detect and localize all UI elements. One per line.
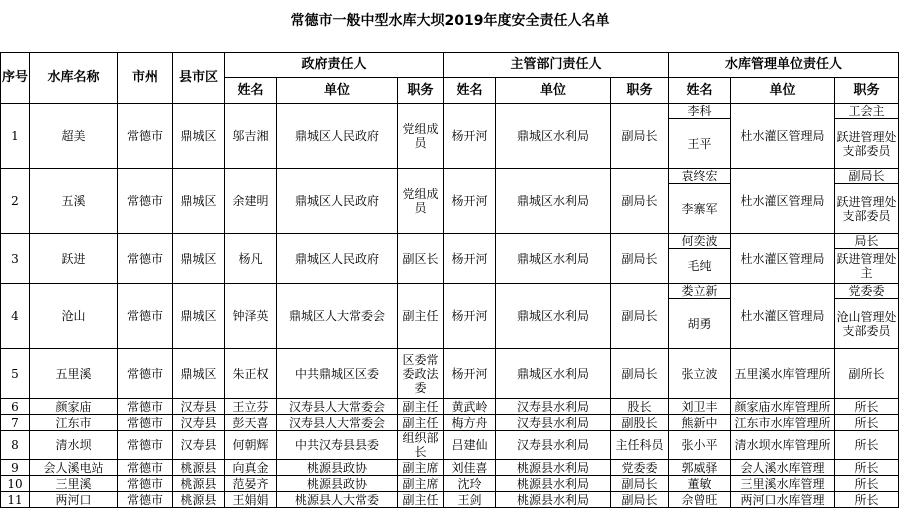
mgmt-name-1: 袁终宏 bbox=[669, 169, 730, 184]
cell-county: 桃源县 bbox=[173, 492, 225, 508]
table-row bbox=[1, 492, 899, 508]
cell-gov-name: 余建明 bbox=[225, 169, 277, 234]
cell-mgmt-post: 所长 bbox=[835, 460, 899, 476]
mgmt-post-1: 党委委 bbox=[835, 284, 898, 299]
cell-gov-post: 党组成员 bbox=[398, 104, 444, 169]
cell-seq: 8 bbox=[1, 431, 30, 460]
cell-reservoir: 超美 bbox=[30, 104, 118, 169]
cell-county: 汉寿县 bbox=[173, 415, 225, 431]
table-row bbox=[1, 349, 899, 399]
cell-seq: 4 bbox=[1, 284, 30, 349]
document-title: 常德市一般中型水库大坝2019年度安全责任人名单 bbox=[290, 13, 610, 29]
cell-mgmt-unit: 杜水灌区管理局 bbox=[731, 104, 835, 169]
mgmt-name-1: 李科 bbox=[669, 104, 730, 119]
cell-mgmt-unit: 杜水灌区管理局 bbox=[731, 284, 835, 349]
cell-gov-post: 副主任 bbox=[398, 399, 444, 415]
cell-gov-name: 钟泽英 bbox=[225, 284, 277, 349]
table-row bbox=[1, 169, 899, 234]
cell-dept-post: 副局长 bbox=[611, 284, 669, 349]
cell-gov-post: 区委常委政法委 bbox=[398, 349, 444, 399]
cell-gov-unit: 中共汉寿县县委 bbox=[277, 431, 398, 460]
cell-dept-unit: 鼎城区水利局 bbox=[496, 104, 611, 169]
cell-dept-name: 黄武岭 bbox=[444, 399, 496, 415]
header-gov-name: 姓名 bbox=[225, 78, 277, 104]
cell-reservoir: 两河口 bbox=[30, 492, 118, 508]
cell-dept-name: 王剑 bbox=[444, 492, 496, 508]
cell-dept-name: 杨开河 bbox=[444, 104, 496, 169]
cell-mgmt-post bbox=[835, 284, 899, 349]
cell-seq: 11 bbox=[1, 492, 30, 508]
header-county: 县市区 bbox=[173, 53, 225, 104]
cell-mgmt-post bbox=[835, 169, 899, 234]
cell-dept-post: 副股长 bbox=[611, 415, 669, 431]
header-city: 市州 bbox=[118, 53, 173, 104]
cell-mgmt-unit: 五里溪水库管理所 bbox=[731, 349, 835, 399]
cell-reservoir: 清水坝 bbox=[30, 431, 118, 460]
mgmt-name-2: 李寨军 bbox=[681, 201, 718, 216]
mgmt-post-2: 沧山管理处支部委员 bbox=[836, 309, 897, 338]
cell-gov-unit: 鼎城区人民政府 bbox=[277, 104, 398, 169]
cell-county: 鼎城区 bbox=[173, 349, 225, 399]
header-gov-unit: 单位 bbox=[277, 78, 398, 104]
cell-city: 常德市 bbox=[118, 476, 173, 492]
cell-mgmt-name: 张立波 bbox=[669, 349, 731, 399]
cell-mgmt-name bbox=[669, 234, 731, 284]
cell-dept-post: 副局长 bbox=[611, 169, 669, 234]
cell-gov-name: 杨凡 bbox=[225, 234, 277, 284]
cell-county: 鼎城区 bbox=[173, 169, 225, 234]
cell-dept-post: 副局长 bbox=[611, 492, 669, 508]
cell-dept-unit: 桃源县水利局 bbox=[496, 460, 611, 476]
mgmt-post-1: 局长 bbox=[835, 234, 898, 249]
table-row bbox=[1, 284, 899, 349]
cell-dept-post: 副局长 bbox=[611, 349, 669, 399]
cell-gov-unit: 鼎城区人民政府 bbox=[277, 234, 398, 284]
table-row bbox=[1, 460, 899, 476]
cell-city: 常德市 bbox=[118, 431, 173, 460]
header-dept: 主管部门责任人 bbox=[444, 53, 669, 78]
cell-mgmt-unit: 江东市水库管理所 bbox=[731, 415, 835, 431]
header-reservoir-name: 水库名称 bbox=[30, 53, 118, 104]
mgmt-name-2: 王平 bbox=[687, 136, 712, 151]
cell-reservoir: 会人溪电站 bbox=[30, 460, 118, 476]
cell-mgmt-unit: 杜水灌区管理局 bbox=[731, 234, 835, 284]
cell-mgmt-name: 董敏 bbox=[669, 476, 731, 492]
cell-county: 鼎城区 bbox=[173, 284, 225, 349]
cell-seq: 2 bbox=[1, 169, 30, 234]
header-mgmt-name: 姓名 bbox=[669, 78, 731, 104]
cell-dept-post: 股长 bbox=[611, 399, 669, 415]
cell-dept-post: 党委委 bbox=[611, 460, 669, 476]
header-dept-unit: 单位 bbox=[496, 78, 611, 104]
cell-mgmt-unit: 两河口水库管理 bbox=[731, 492, 835, 508]
cell-gov-unit: 桃源县政协 bbox=[277, 476, 398, 492]
cell-dept-name: 沈玲 bbox=[444, 476, 496, 492]
cell-city: 常德市 bbox=[118, 492, 173, 508]
cell-mgmt-unit: 杜水灌区管理局 bbox=[731, 169, 835, 234]
cell-gov-post: 党组成员 bbox=[398, 169, 444, 234]
cell-city: 常德市 bbox=[118, 349, 173, 399]
cell-mgmt-post: 所长 bbox=[835, 431, 899, 460]
cell-dept-unit: 鼎城区水利局 bbox=[496, 169, 611, 234]
cell-dept-post: 副局长 bbox=[611, 476, 669, 492]
cell-county: 鼎城区 bbox=[173, 234, 225, 284]
cell-seq: 9 bbox=[1, 460, 30, 476]
cell-mgmt-unit: 清水坝水库管理所 bbox=[731, 431, 835, 460]
cell-gov-unit: 汉寿县人大常委会 bbox=[277, 415, 398, 431]
header-mgmt: 水库管理单位责任人 bbox=[669, 53, 899, 78]
header-mgmt-post: 职务 bbox=[835, 78, 899, 104]
cell-reservoir: 五溪 bbox=[30, 169, 118, 234]
cell-gov-name: 王立芬 bbox=[225, 399, 277, 415]
header-dept-name: 姓名 bbox=[444, 78, 496, 104]
cell-city: 常德市 bbox=[118, 169, 173, 234]
cell-gov-post: 副主任 bbox=[398, 284, 444, 349]
cell-dept-unit: 桃源县水利局 bbox=[496, 492, 611, 508]
mgmt-post-2: 跃进管理处支部委员 bbox=[836, 129, 897, 158]
cell-city: 常德市 bbox=[118, 234, 173, 284]
cell-dept-post: 主任科员 bbox=[611, 431, 669, 460]
header-gov: 政府责任人 bbox=[225, 53, 444, 78]
cell-mgmt-unit: 会人溪水库管理 bbox=[731, 460, 835, 476]
cell-dept-name: 刘佳喜 bbox=[444, 460, 496, 476]
cell-mgmt-name: 郭威驿 bbox=[669, 460, 731, 476]
cell-mgmt-unit: 三里溪水库管理 bbox=[731, 476, 835, 492]
cell-gov-post: 副主席 bbox=[398, 476, 444, 492]
cell-mgmt-name bbox=[669, 169, 731, 234]
mgmt-name-2: 胡勇 bbox=[687, 316, 712, 331]
cell-gov-post: 副主席 bbox=[398, 460, 444, 476]
cell-dept-unit: 桃源县水利局 bbox=[496, 476, 611, 492]
cell-mgmt-name: 张小平 bbox=[669, 431, 731, 460]
header-seq: 序号 bbox=[1, 53, 30, 104]
table-row bbox=[1, 234, 899, 284]
cell-gov-post: 副主任 bbox=[398, 415, 444, 431]
mgmt-name-2: 毛纯 bbox=[687, 259, 712, 273]
table-row bbox=[1, 476, 899, 492]
header-dept-post: 职务 bbox=[611, 78, 669, 104]
cell-dept-name: 杨开河 bbox=[444, 284, 496, 349]
mgmt-post-2: 跃进管理处主 bbox=[836, 252, 897, 280]
cell-gov-unit: 汉寿县人大常委会 bbox=[277, 399, 398, 415]
cell-dept-unit: 汉寿县水利局 bbox=[496, 399, 611, 415]
cell-gov-name: 邬吉湘 bbox=[225, 104, 277, 169]
cell-seq: 7 bbox=[1, 415, 30, 431]
cell-dept-unit: 鼎城区水利局 bbox=[496, 234, 611, 284]
cell-city: 常德市 bbox=[118, 104, 173, 169]
cell-mgmt-name bbox=[669, 284, 731, 349]
cell-dept-unit: 鼎城区水利局 bbox=[496, 284, 611, 349]
cell-gov-unit: 桃源县人大常委 bbox=[277, 492, 398, 508]
cell-city: 常德市 bbox=[118, 399, 173, 415]
table-row bbox=[1, 415, 899, 431]
cell-mgmt-post bbox=[835, 104, 899, 169]
responsibility-table bbox=[0, 52, 899, 508]
cell-mgmt-post: 所长 bbox=[835, 415, 899, 431]
cell-seq: 5 bbox=[1, 349, 30, 399]
mgmt-post-1: 副局长 bbox=[835, 169, 898, 184]
cell-dept-name: 梅方舟 bbox=[444, 415, 496, 431]
cell-reservoir: 三里溪 bbox=[30, 476, 118, 492]
table-row bbox=[1, 399, 899, 415]
cell-dept-unit: 鼎城区水利局 bbox=[496, 349, 611, 399]
cell-seq: 6 bbox=[1, 399, 30, 415]
cell-gov-post: 副主任 bbox=[398, 492, 444, 508]
cell-gov-name: 王娟娟 bbox=[225, 492, 277, 508]
cell-county: 桃源县 bbox=[173, 460, 225, 476]
mgmt-name-1: 娄立新 bbox=[669, 284, 730, 299]
cell-dept-unit: 汉寿县水利局 bbox=[496, 415, 611, 431]
cell-city: 常德市 bbox=[118, 284, 173, 349]
cell-reservoir: 五里溪 bbox=[30, 349, 118, 399]
mgmt-post-2: 跃进管理处支部委员 bbox=[836, 194, 897, 223]
cell-gov-unit: 桃源县政协 bbox=[277, 460, 398, 476]
cell-mgmt-post: 所长 bbox=[835, 399, 899, 415]
cell-mgmt-name bbox=[669, 104, 731, 169]
cell-gov-name: 范晏齐 bbox=[225, 476, 277, 492]
cell-mgmt-post: 副所长 bbox=[835, 349, 899, 399]
cell-mgmt-name: 熊新中 bbox=[669, 415, 731, 431]
cell-county: 桃源县 bbox=[173, 476, 225, 492]
cell-mgmt-name: 佘曾旺 bbox=[669, 492, 731, 508]
cell-dept-name: 杨开河 bbox=[444, 169, 496, 234]
cell-mgmt-unit: 颜家庙水库管理所 bbox=[731, 399, 835, 415]
cell-gov-unit: 鼎城区人大常委会 bbox=[277, 284, 398, 349]
cell-county: 汉寿县 bbox=[173, 431, 225, 460]
header-mgmt-unit: 单位 bbox=[731, 78, 835, 104]
cell-gov-unit: 鼎城区人民政府 bbox=[277, 169, 398, 234]
cell-reservoir: 江东市 bbox=[30, 415, 118, 431]
cell-reservoir: 沧山 bbox=[30, 284, 118, 349]
cell-gov-post: 副区长 bbox=[398, 234, 444, 284]
cell-city: 常德市 bbox=[118, 415, 173, 431]
cell-mgmt-post: 所长 bbox=[835, 476, 899, 492]
cell-mgmt-post: 所长 bbox=[835, 492, 899, 508]
cell-reservoir: 跃进 bbox=[30, 234, 118, 284]
mgmt-name-1: 何奕波 bbox=[669, 234, 730, 249]
cell-dept-name: 杨开河 bbox=[444, 234, 496, 284]
mgmt-post-1: 工会主 bbox=[835, 104, 898, 119]
cell-gov-post: 组织部长 bbox=[398, 431, 444, 460]
cell-dept-name: 杨开河 bbox=[444, 349, 496, 399]
cell-gov-name: 彭天喜 bbox=[225, 415, 277, 431]
cell-gov-name: 朱正权 bbox=[225, 349, 277, 399]
cell-city: 常德市 bbox=[118, 460, 173, 476]
cell-reservoir: 颜家庙 bbox=[30, 399, 118, 415]
table-row bbox=[1, 431, 899, 460]
cell-dept-post: 副局长 bbox=[611, 234, 669, 284]
cell-mgmt-post bbox=[835, 234, 899, 284]
cell-dept-name: 吕建仙 bbox=[444, 431, 496, 460]
header-gov-post: 职务 bbox=[398, 78, 444, 104]
cell-mgmt-name: 刘卫丰 bbox=[669, 399, 731, 415]
cell-dept-unit: 汉寿县水利局 bbox=[496, 431, 611, 460]
cell-seq: 3 bbox=[1, 234, 30, 284]
cell-county: 汉寿县 bbox=[173, 399, 225, 415]
cell-gov-unit: 中共鼎城区区委 bbox=[277, 349, 398, 399]
cell-gov-name: 向真金 bbox=[225, 460, 277, 476]
cell-seq: 1 bbox=[1, 104, 30, 169]
cell-gov-name: 何朝辉 bbox=[225, 431, 277, 460]
cell-seq: 10 bbox=[1, 476, 30, 492]
cell-county: 鼎城区 bbox=[173, 104, 225, 169]
table-row bbox=[1, 104, 899, 169]
cell-dept-post: 副局长 bbox=[611, 104, 669, 169]
